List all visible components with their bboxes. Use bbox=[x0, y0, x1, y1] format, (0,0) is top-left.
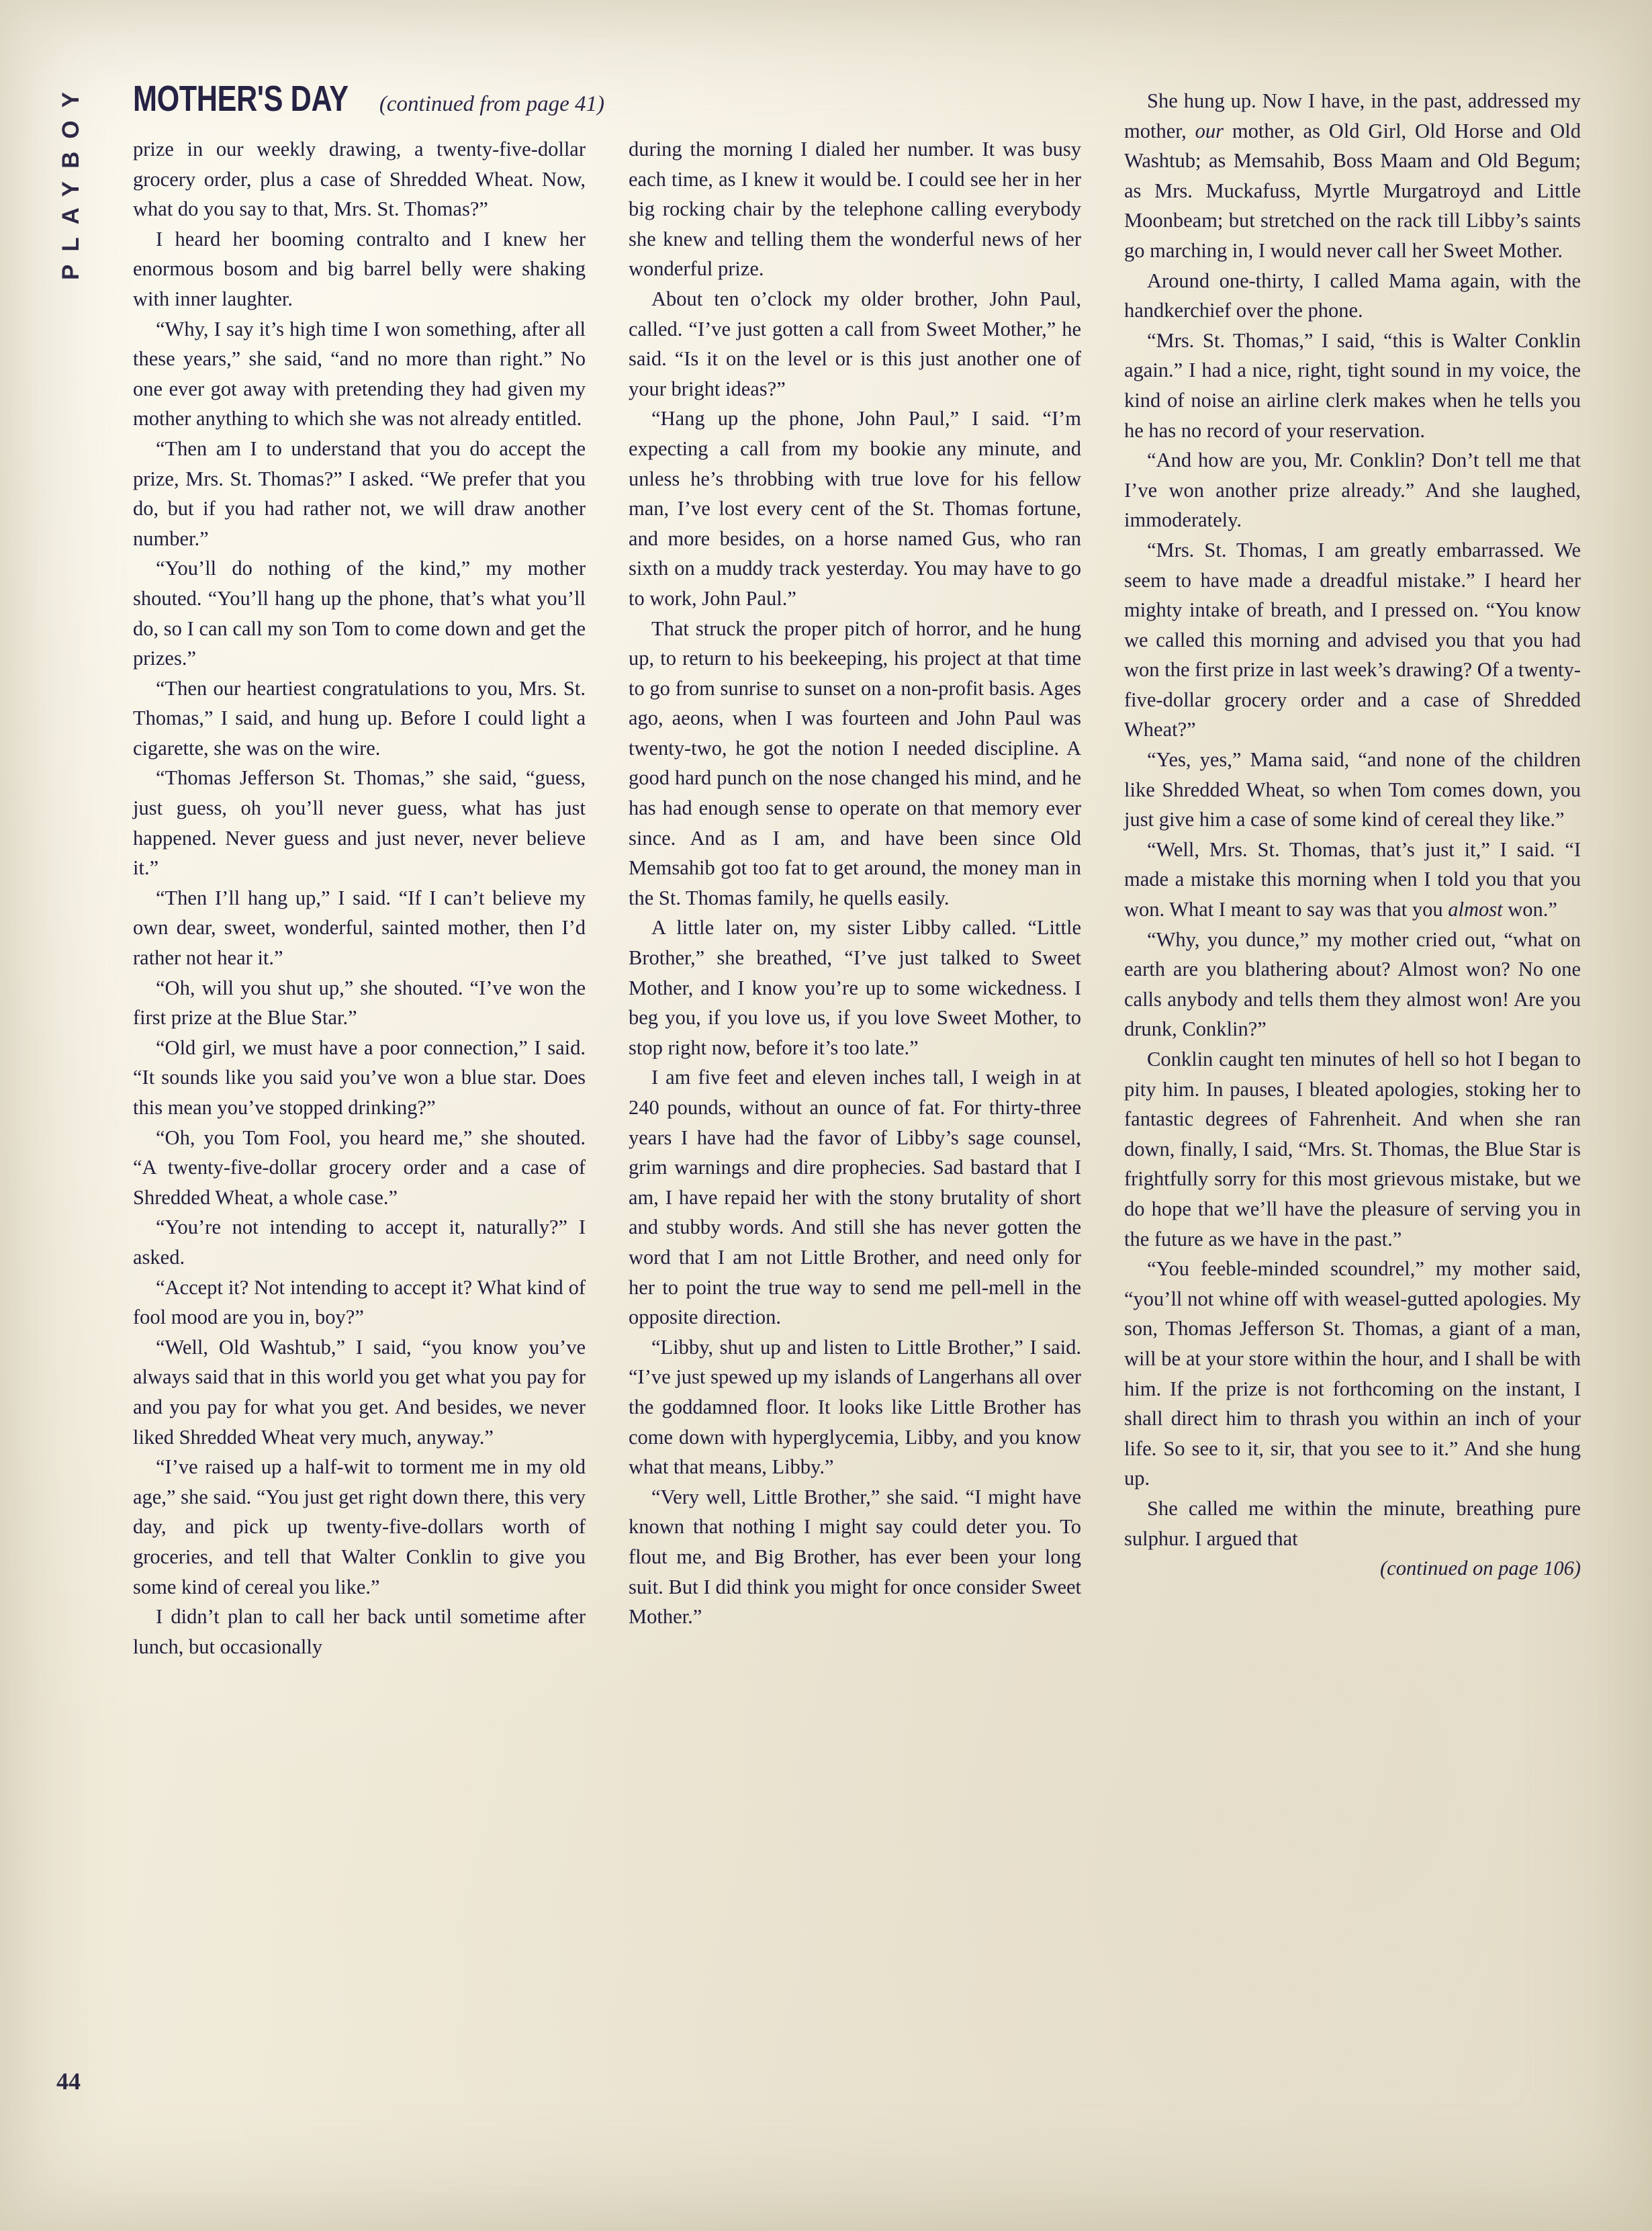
emphasis-text: our bbox=[1195, 119, 1224, 142]
body-paragraph: I heard her booming contralto and I knew her enormous bosom and big barrel belly were shaking with inner laughter. bbox=[133, 227, 586, 310]
body-paragraph: Around one-thirty, I called Mama again, with the handkerchief over the phone. bbox=[1124, 269, 1581, 322]
page-title: MOTHER'S DAY bbox=[133, 79, 349, 119]
body-paragraph: “Oh, will you shut up,” she shouted. “I’ve won the first prize at the Blue Star.” bbox=[133, 976, 586, 1030]
continued-on-note: (continued on page 106) bbox=[1380, 1557, 1581, 1580]
body-paragraph: I am five feet and eleven inches tall, I weigh in at 240 pounds, without an ounce of fat. For thirty-three years I have had the favor of Libby’s sage counsel, grim warnings and dire prophecies. Sad bastard that I am, I have repaid her with the stony brutality of short and stubby words. And still she has never gotten the word that I am not Little Brother, and need only for her to point the true way to send me pell-mell in the opposite direction. bbox=[629, 1066, 1081, 1329]
text-column-1 bbox=[133, 134, 586, 1661]
body-paragraph: “Then am I to understand that you do accept the prize, Mrs. St. Thomas?” I asked. “We prefer that you do, but if you had rather not, we will draw another number.” bbox=[133, 437, 586, 550]
article-header bbox=[133, 81, 604, 117]
body-paragraph: “Oh, you Tom Fool, you heard me,” she shouted. “A twenty-five-dollar grocery order and a case of Shredded Wheat, a whole case.” bbox=[133, 1126, 586, 1209]
body-paragraph: “Yes, yes,” Mama said, “and none of the children like Shredded Wheat, so when Tom comes down, you just give him a case of some kind of cereal they like.” bbox=[1124, 748, 1581, 831]
text-column-3 bbox=[1124, 86, 1581, 1661]
body-paragraph: “You’ll do nothing of the kind,” my mother shouted. “You’ll hang up the phone, that’s what you’ll do, so I can call my son Tom to come down and get the prizes.” bbox=[133, 557, 586, 670]
body-paragraph: I didn’t plan to call her back until sometime after lunch, but occasionally bbox=[133, 1605, 586, 1658]
body-paragraph: “Why, I say it’s high time I won something, after all these years,” she said, “and no more than right.” No one ever got away with pretending they had given my mother anything to which she was not already entitled. bbox=[133, 317, 586, 430]
body-paragraph: “Very well, Little Brother,” she said. “I might have known that nothing I might say could deter you. To flout me, and Big Brother, has ever been your long suit. But I did think you might for once consider Sweet Mother.” bbox=[629, 1485, 1081, 1629]
body-paragraph: “You feeble-minded scoundrel,” my mother said, “you’ll not whine off with weasel-gutted apologies. My son, Thomas Jefferson St. Thomas, a giant of a man, will be at your store within the hour, and I shall be with him. If the prize is not forthcoming on the instant, I shall direct him to thrash you within an inch of your life. So see to it, sir, that you see to it.” And she hung up. bbox=[1124, 1257, 1581, 1490]
text-column-2 bbox=[629, 134, 1081, 1661]
body-paragraph: “Mrs. St. Thomas,” I said, “this is Walter Conklin again.” I had a nice, right, tight sound in my voice, the kind of noise an airline clerk makes when he tells you he has no record of your reservation. bbox=[1124, 328, 1581, 442]
emphasis-text: almost bbox=[1448, 898, 1503, 921]
body-paragraph: “You’re not intending to accept it, naturally?” I asked. bbox=[133, 1216, 586, 1269]
body-paragraph: “Well, Old Washtub,” I said, “you know you’ve always said that in this world you get what you pay for and you pay for what you get. And besides, we never liked Shredded Wheat very much, anyway.” bbox=[133, 1335, 586, 1449]
body-paragraph: “Well, Mrs. St. Thomas, that’s just it,” I said. “I made a mistake this morning when I told you that you won. What I meant to say was that you almost won.” bbox=[1124, 837, 1581, 921]
body-paragraph: “Old girl, we must have a poor connection,” I said. “It sounds like you said you’ve won a blue star. Does this mean you’ve stopped drinking?” bbox=[133, 1036, 586, 1119]
body-paragraph: “Why, you dunce,” my mother cried out, “what on earth are you blathering about? Almost won? No one calls anybody and tells them they almost won! Are you drunk, Conklin?” bbox=[1124, 927, 1581, 1041]
body-paragraph: during the morning I dialed her number. It was busy each time, as I knew it would be. I could see her in her big rocking chair by the telephone calling everybody she knew and telling them the wonderful news of her wonderful prize. bbox=[629, 138, 1081, 281]
body-paragraph: “Mrs. St. Thomas, I am greatly embarrassed. We seem to have made a dreadful mistake.” I heard her mighty intake of breath, and I pressed on. “You know we called this morning and advised you that you had won the first prize in last week’s drawing? Of a twenty-five-dollar grocery order and a case of Shredded Wheat?” bbox=[1124, 538, 1581, 741]
page-number: 44 bbox=[56, 2068, 81, 2095]
body-paragraph: “Libby, shut up and listen to Little Brother,” I said. “I’ve just spewed up my islands of Langerhans all over the goddamned floor. It looks like Little Brother has come down with hyperglycemia, Libby, and you know what that means, Libby.” bbox=[629, 1335, 1081, 1479]
body-paragraph: A little later on, my sister Libby called. “Little Brother,” she breathed, “I’ve just talked to Sweet Mother, and I know you’re up to some wickedness. I beg you, if you love us, if you love Sweet Mother, to stop right now, before it’s too late.” bbox=[629, 916, 1081, 1059]
body-paragraph: She called me within the minute, breathing pure sulphur. I argued that (continued on page 106) bbox=[1124, 1494, 1581, 1584]
body-paragraph: She hung up. Now I have, in the past, addressed my mother, our mother, as Old Girl, Old Horse and Old Washtub; as Memsahib, Boss Maam and Old Begum; as Mrs. Muckafuss, Myrtle Murgatroyd and Little Moonbeam; but stretched on the rack till Libby’s saints go marching in, I would never call her Sweet Mother. bbox=[1124, 89, 1581, 262]
body-paragraph: “Thomas Jefferson St. Thomas,” she said, “guess, just guess, oh you’ll never guess, what has just happened. Never guess and just never, never believe it.” bbox=[133, 766, 586, 880]
body-paragraph: prize in our weekly drawing, a twenty-five-dollar grocery order, plus a case of Shredded Wheat. Now, what do you say to that, Mrs. St. Thomas?” bbox=[133, 138, 586, 221]
body-paragraph: “I’ve raised up a half-wit to torment me in my old age,” she said. “You just get right down there, this very day, and pick up twenty-five-dollars worth of groceries, and tell that Walter Conklin to give you some kind of cereal you like.” bbox=[133, 1455, 586, 1598]
body-paragraph: “Then I’ll hang up,” I said. “If I can’t believe my own dear, sweet, wonderful, sainted mother, then I’d rather not hear it.” bbox=[133, 886, 586, 970]
body-paragraph: About ten o’clock my older brother, John Paul, called. “I’ve just gotten a call from Sweet Mother,” he said. “Is it on the level or is this just another one of your bright ideas?” bbox=[629, 287, 1081, 400]
body-paragraph: That struck the proper pitch of horror, and he hung up, to return to his beekeeping, his project at that time to go from sunrise to sunset on a non-profit basis. Ages ago, aeons, when I was fourteen and John Paul was twenty-two, he got the notion I needed discipline. A good hard punch on the nose changed his mind, and he has had enough sense to operate on that memory ever since. And as I am, and have been since Old Memsahib got too fat to get around, the money man in the St. Thomas family, he quells easily. bbox=[629, 617, 1081, 909]
running-head-playboy bbox=[52, 79, 89, 287]
running-head-label: PLAYBOY bbox=[57, 79, 84, 280]
body-paragraph: “Then our heartiest congratulations to you, Mrs. St. Thomas,” I said, and hung up. Before I could light a cigarette, she was on the wire. bbox=[133, 676, 586, 760]
body-paragraph: “And how are you, Mr. Conklin? Don’t tell me that I’ve won another prize already.” And she laughed, immoderately. bbox=[1124, 449, 1581, 532]
body-paragraph: “Hang up the phone, John Paul,” I said. “I’m expecting a call from my bookie any minute, and unless he’s throbbing with true love for his fellow man, I’ve lost every cent of the St. Thomas fortune, and more besides, on a horse named Gus, who ran sixth on a muddy track yesterday. You may have to go to work, John Paul.” bbox=[629, 407, 1081, 610]
continued-from-note: (continued from page 41) bbox=[379, 92, 605, 116]
body-paragraph: “Accept it? Not intending to accept it? What kind of fool mood are you in, boy?” bbox=[133, 1275, 586, 1329]
body-paragraph: Conklin caught ten minutes of hell so hot I began to pity him. In pauses, I bleated apologies, stoking her to fantastic degrees of Fahrenheit. And when she ran down, finally, I said, “Mrs. St. Thomas, the Blue Star is frightfully sorry for this most grievous mistake, but we do hope that we’ll have the pleasure of serving you in the future as we have in the past.” bbox=[1124, 1048, 1581, 1250]
